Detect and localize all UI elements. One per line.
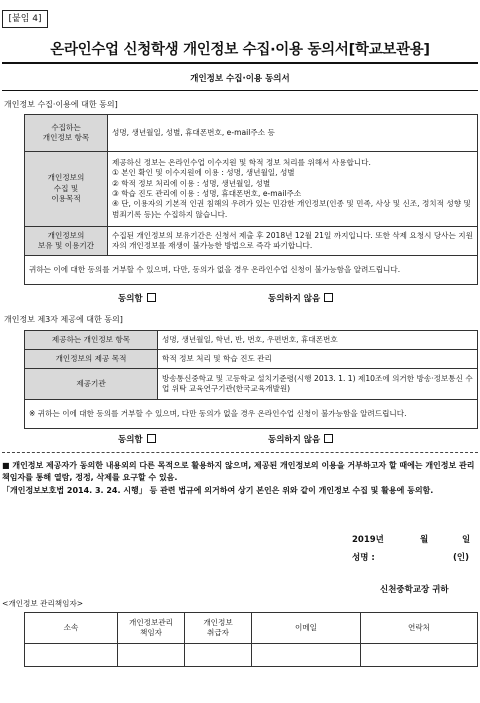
column-header: 개인정보관리 책임자 <box>118 613 185 644</box>
purpose-intro: 제공하신 정보는 온라인수업 이수지원 및 학적 정보 처리를 위해서 사용합니다. <box>112 157 371 167</box>
date-month: 월 <box>420 535 429 545</box>
signature-seal: (인) <box>453 553 469 563</box>
disagree-checkbox[interactable] <box>324 434 333 443</box>
disagree-label: 동의하지 않음 <box>268 435 321 445</box>
row-label: 개인정보의 보유 및 이용기간 <box>25 227 108 256</box>
purpose-item: ② 학적 정보 처리에 이용 : 성명, 생년월일, 성별 <box>112 178 271 188</box>
purpose-item: ④ 단, 이용자의 기본적 인권 침해의 우려가 있는 민감한 개인정보(인종 및 민족, 사상 및 신조, 정치적 성향 및 범죄기록 등)는 수집하지 않습니다. <box>112 199 471 219</box>
column-header: 이메일 <box>252 613 361 644</box>
notice-paragraph: ■ 개인정보 제공자가 동의한 내용외의 다른 목적으로 활용하지 않으며, 제공된 개인정보의 이용을 거부하고자 할 때에는 개인정보 관리책임자를 통해 열람, 정정, 삭제를 요구할 수 있음. <box>2 461 475 483</box>
table-row <box>25 369 478 400</box>
row-label: 개인정보의 수집 및 이용목적 <box>25 152 108 227</box>
third-party-consent-table <box>24 330 478 429</box>
disagree-option <box>268 292 333 304</box>
agree-option <box>118 433 156 445</box>
purpose-item: ① 본인 확인 및 이수지원에 이용 : 성명, 생년월일, 성별 <box>112 168 295 178</box>
table-cell[interactable] <box>118 644 185 667</box>
disagree-checkbox[interactable] <box>324 293 333 302</box>
table-cell[interactable] <box>25 644 118 667</box>
row-content: 방송통신중학교 및 고등학교 설치기준령(시행 2013. 1. 1) 제10조에 의거한 방송·정보통신 수업 위탁 교육연구기관(한국교육개발원) <box>158 369 478 400</box>
usage-notice <box>2 460 478 497</box>
table-row <box>25 152 478 227</box>
row-content: 수집된 개인정보의 보유기간은 신청서 제출 후 2018년 12월 21일 까지입니다. 또한 삭제 요청시 당사는 지원자의 개인정보를 재생이 불가능한 방법으로 즉각 파기합니다. <box>108 227 478 256</box>
agree-option <box>118 292 156 304</box>
table-cell[interactable] <box>361 644 478 667</box>
section-divider <box>2 452 478 453</box>
agree-checkbox[interactable] <box>147 434 156 443</box>
row-content: 성명, 생년월일, 학년, 반, 번호, 우편번호, 휴대폰번호 <box>158 331 478 350</box>
refusal-notice: ※ 귀하는 이에 대한 동의를 거부할 수 있으며, 다만 동의가 없을 경우 온라인수업 신청이 불가능함을 알려드립니다. <box>25 400 478 429</box>
table-row <box>25 400 478 429</box>
disagree-label: 동의하지 않음 <box>268 294 321 304</box>
row-label: 개인정보의 제공 목적 <box>25 350 158 369</box>
column-header: 연락처 <box>361 613 478 644</box>
document-subtitle: 개인정보 수집·이용 동의서 <box>190 74 290 84</box>
collection-consent-table <box>24 114 478 285</box>
subtitle-divider <box>2 90 478 91</box>
agree-checkbox[interactable] <box>147 293 156 302</box>
recipient: 신천중학교장 귀하 <box>380 585 449 595</box>
section2-heading: 개인정보 제3자 제공에 대한 동의] <box>4 315 123 324</box>
agree-label: 동의함 <box>118 294 143 304</box>
date-year: 2019년 <box>352 535 384 545</box>
agree-label: 동의함 <box>118 435 143 445</box>
table-cell[interactable] <box>185 644 252 667</box>
table-row <box>25 613 478 644</box>
table-row <box>25 350 478 369</box>
disagree-option <box>268 433 333 445</box>
notice-paragraph: 「개인정보보호법 2014. 3. 24. 시행」 등 관련 법규에 의거하여 상기 본인은 위와 같이 개인정보 수집 및 활용에 동의함. <box>2 485 434 495</box>
row-label: 제공하는 개인정보 항목 <box>25 331 158 350</box>
manager-heading: <개인정보 관리책임자> <box>2 599 84 608</box>
column-header: 소속 <box>25 613 118 644</box>
attachment-label: [붙임 4] <box>2 10 48 28</box>
table-row <box>25 115 478 152</box>
refusal-notice: 귀하는 이에 대한 동의를 거부할 수 있으며, 다만, 동의가 없을 경우 온라인수업 신청이 불가능함을 알려드립니다. <box>25 256 478 285</box>
row-content: 학적 정보 처리 및 학습 진도 관리 <box>158 350 478 369</box>
row-label: 제공기관 <box>25 369 158 400</box>
title-divider <box>2 62 478 64</box>
row-content <box>108 152 478 227</box>
column-header: 개인정보 취급자 <box>185 613 252 644</box>
date-day: 일 <box>462 535 471 545</box>
section1-heading: 개인정보 수집·이용에 대한 동의] <box>4 100 118 109</box>
table-row <box>25 256 478 285</box>
signature-label: 성명 : <box>352 553 375 563</box>
table-cell[interactable] <box>252 644 361 667</box>
table-row <box>25 227 478 256</box>
document-title: 온라인수업 신청학생 개인정보 수집·이용 동의서[학교보관용] <box>50 42 430 58</box>
row-content: 성명, 생년월일, 성별, 휴대폰번호, e-mail주소 등 <box>108 115 478 152</box>
purpose-item: ③ 학습 진도 관리에 이용 : 성명, 휴대폰번호, e-mail주소 <box>112 189 302 198</box>
table-row <box>25 644 478 667</box>
manager-table <box>24 612 478 667</box>
row-label: 수집하는 개인정보 항목 <box>25 115 108 152</box>
table-row <box>25 331 478 350</box>
